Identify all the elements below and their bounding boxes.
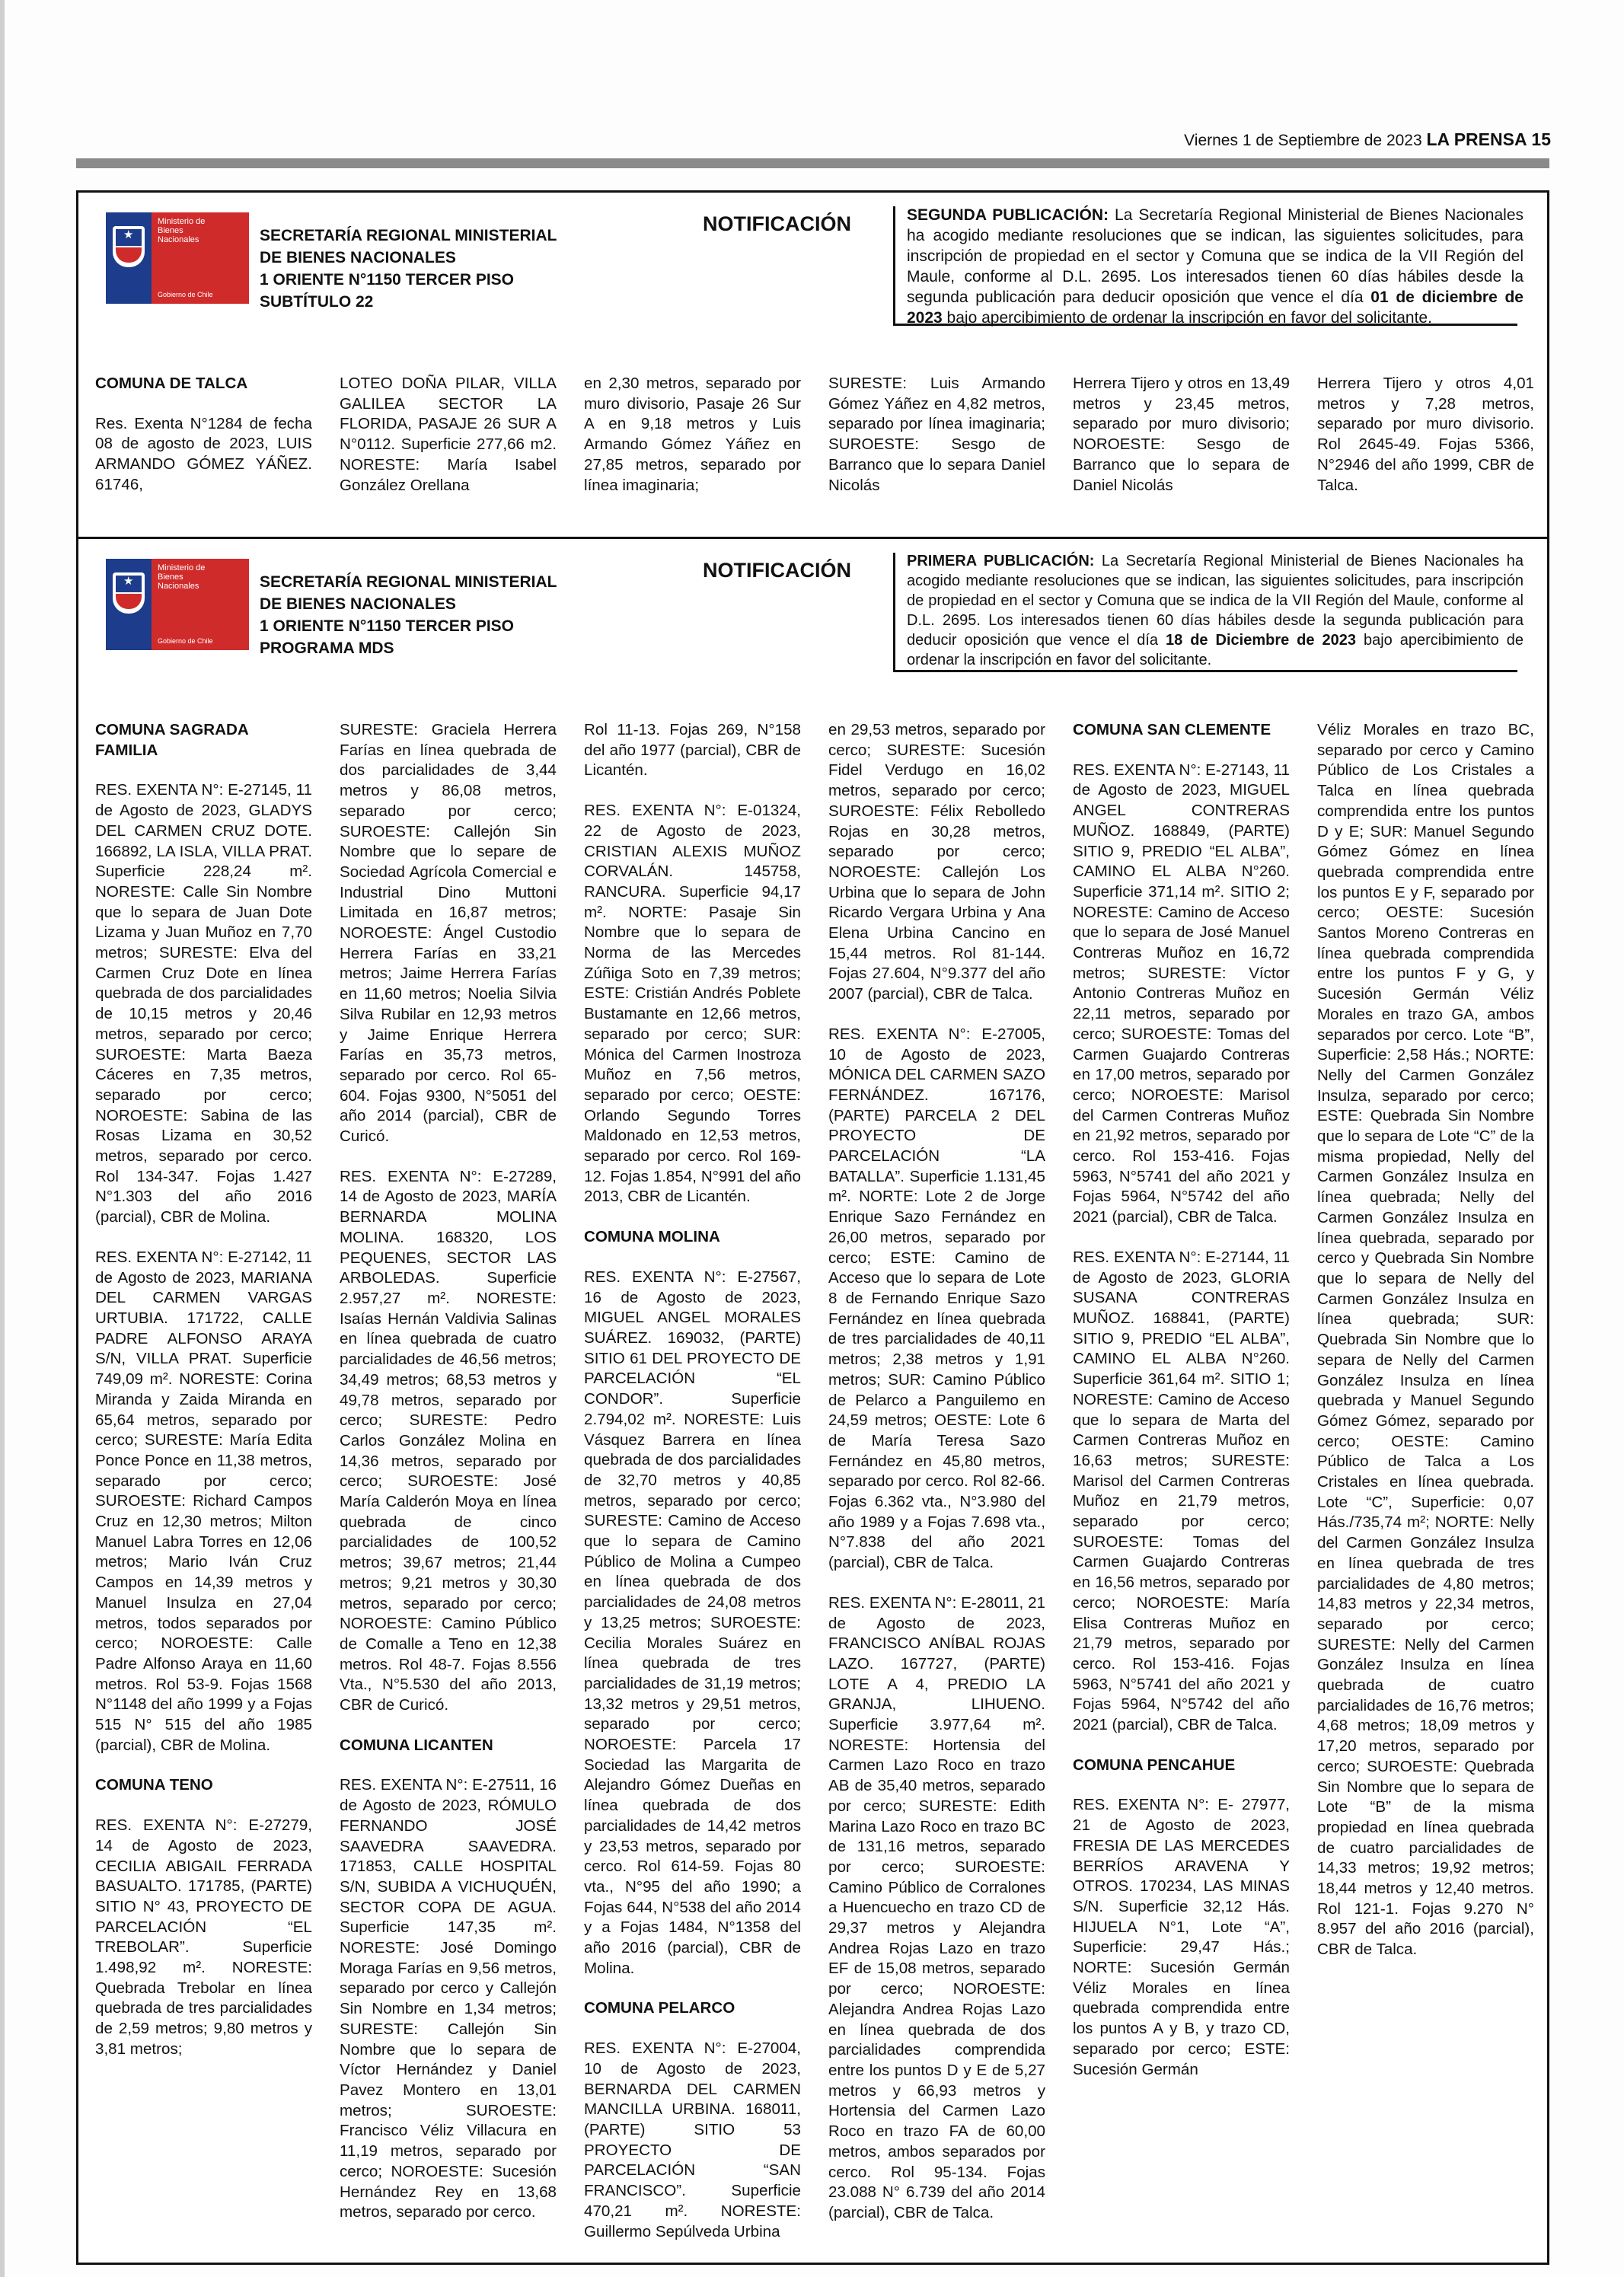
resolution-paragraph: RES. EXENTA N°: E-27567, 16 de Agosto de 2023, MIGUEL ANGEL MORALES SUÁREZ. 169032, (PARTE) SITIO 61 DEL PROYECTO DE PARCELACIÓN “EL CONDOR”. Superficie 2.794,02 m². NORESTE: Luis Vásquez Barrera en línea quebrada de dos parcialidades de 32,70 metros y 40,85 metros, separado por cerco; SURESTE: Camino de Acceso que lo separa de Camino Público de Molina a Cumpeo en línea quebrada de dos parcialidades de 24,08 metros y 13,25 metros; SUROESTE: Cecilia Morales Suárez en línea quebrada de tres parcialidades de 31,19 metros; 13,32 metros y 29,51 metros, separado por cerco; NOROESTE: Parcela 17 Sociedad las Margarita de Alejandro Gómez Dueñas en línea quebrada de dos parcialidades de 14,42 metros y 23,53 metros, separado por cerco. Rol 614-59. Fojas 80 vta., N°95 del año 1990; a Fojas 644, N°538 del año 2014 y a Fojas 1484, N°1358 del año 2016 (parcial), CBR de Molina.: [584, 1268, 801, 1977]
resolution-paragraph: RES. EXENTA N°: E-01324, 22 de Agosto de 2023, CRISTIAN ALEXIS MUÑOZ CORVALÁN. 145758, RANCURA. Superficie 94,17 m². NORTE: Pasaje Sin Nombre que lo separa de Norma de las Mercedes Zúñiga Soto en 7,39 metros; ESTE: Cristián Andrés Poblete Bustamante en 12,66 metros, separado por cerco; SUR: Mónica del Carmen Inostroza Muñoz en 7,56 metros, separado por cerco; OESTE: Orlando Segundo Torres Maldonado en 12,53 metros, separado por cerco. Rol 169-12. Fojas 1.854, N°991 del año 2013, CBR de Licantén.: [584, 802, 801, 1206]
text-column: [1073, 720, 1290, 2250]
notice-1: [76, 190, 1549, 560]
notice-2: [76, 537, 1549, 2265]
header-rule: [76, 158, 1549, 168]
text-column: [1317, 374, 1534, 503]
text-column: [95, 720, 312, 2250]
publication-text: PRIMERA PUBLICACIÓN: La Secretaría Regional Ministerial de Bienes Nacionales ha acogido mediante resoluciones que se indican, las siguientes solicitudes, para inscripción de propiedad en el sector y Comuna que se indica de la VII Región del Maule, conforme al D.L. 2695. Los interesados tienen 60 días hábiles desde la segunda publicación para deducir oposición que vence el día 18 de Diciembre de 2023 bajo apercibimiento de ordenar la inscripción en favor del solicitante.: [907, 553, 1524, 668]
commune-heading: COMUNA PELARCO: [584, 1999, 735, 2017]
notice-columns: [95, 720, 1534, 2250]
header-paper: LA PRENSA: [1426, 129, 1527, 149]
commune-heading: COMUNA SAGRADA FAMILIA: [95, 721, 248, 759]
resolution-paragraph: SURESTE: Luis Armando Gómez Yáñez en 4,82 metros, separado por línea imaginaria; SUROESTE: Sesgo de Barranco que lo separa Daniel Nicolás: [828, 375, 1045, 494]
ministry-logo: ★ Ministerio de Bienes Nacionales Gobierno de Chile: [106, 559, 249, 650]
resolution-paragraph: en 2,30 metros, separado por muro divisorio, Pasaje 26 Sur A en 9,18 metros y Luis Armando Gómez Yáñez en 27,85 metros, separado por línea imaginaria;: [584, 375, 801, 494]
text-column: [1317, 720, 1534, 2250]
org-address: SECRETARÍA REGIONAL MINISTERIAL DE BIENES NACIONALES 1 ORIENTE N°1150 TERCER PISO SUBTÍTULO 22: [260, 227, 557, 311]
text-column: [340, 374, 557, 503]
resolution-paragraph: RES. EXENTA N°: E-27145, 11 de Agosto de 2023, GLADYS DEL CARMEN CRUZ DOTE. 166892, LA ISLA, VILLA PRAT. Superficie 228,24 m². NORESTE: Calle Sin Nombre que lo separa de Juan Dote Lizama y Juan Muñoz en 7,70 metros; SURESTE: Elva del Carmen Cruz Dote en línea quebrada de dos parcialidades de 10,15 metros y 20,46 metros, separado por cerco; SUROESTE: Marta Baeza Cáceres en 7,35 metros, separado por cerco; NOROESTE: Sabina de las Rosas Lizama en 30,52 metros, separado por cerco. Rol 134-347. Fojas 1.427 N°1.303 del año 2016 (parcial), CBR de Molina.: [95, 781, 312, 1226]
resolution-paragraph: en 29,53 metros, separado por cerco; SURESTE: Sucesión Fidel Verdugo en 16,02 metros, separado por cerco; SUROESTE: Félix Rebolledo Rojas en 30,28 metros, separado por cerco; NOROESTE: Callejón Los Urbina que lo separa de John Ricardo Vergara Urbina y Ana Elena Urbina Cancino en 15,44 metros. Rol 81-144. Fojas 27.604, N°9.377 del año 2007 (parcial), CBR de Talca.: [828, 721, 1045, 1003]
resolution-paragraph: RES. EXENTA N°: E-27289, 14 de Agosto de 2023, MARÍA BERNARDA MOLINA MOLINA. 168320, LOS PEQUENES, SECTOR LAS ARBOLEDAS. Superficie 2.957,27 m². NORESTE: Isaías Hernán Valdivia Salinas en línea quebrada de cuatro parcialidades de 46,56 metros; 34,49 metros; 68,53 metros y 49,78 metros, separado por cerco; SURESTE: Pedro Carlos González Molina en 14,36 metros, separado por cerco; SUROESTE: José María Calderón Moya en línea quebrada de cinco parcialidades de 100,52 metros; 39,67 metros; 21,44 metros; 9,21 metros y 30,30 metros, separado por cerco; NOROESTE: Camino Público de Comalle a Teno en 12,38 metros. Rol 48-7. Fojas 8.556 Vta., N°5.530 del año 2013, CBR de Curicó.: [340, 1167, 557, 1714]
commune-heading: COMUNA TENO: [95, 1776, 213, 1794]
resolution-paragraph: RES. EXENTA N°: E-28011, 21 de Agosto de 2023, FRANCISCO ANÍBAL ROJAS LAZO. 167727, (PARTE) LOTE A 4, PREDIO LA GRANJA, LIHUENO. Superficie 3.977,64 m². NORESTE: Hortensia del Carmen Lazo Roco en trazo AB de 35,40 metros, separado por cerco; SURESTE: Edith Marina Lazo Roco en trazo BC de 131,16 metros, separado por cerco; SUROESTE: Camino Público de Corralones a Huencuecho en trazo CD de 29,37 metros y Alejandra Andrea Rojas Lazo en trazo EF de 15,08 metros, separado por cerco; NOROESTE: Alejandra Andrea Rojas Lazo en línea quebrada de dos parcialidades comprendida entre los puntos D y E de 5,27 metros y 66,93 metros y Hortensia del Carmen Lazo Roco en trazo FA de 60,00 metros, ambos separados por cerco. Rol 95-134. Fojas 23.088 N° 6.739 del año 2014 (parcial), CBR de Talca.: [828, 1593, 1045, 2221]
text-column: [584, 720, 801, 2250]
notice-title: NOTIFICACIÓN: [703, 559, 851, 582]
commune-heading: COMUNA SAN CLEMENTE: [1073, 721, 1271, 738]
page-header: [1184, 129, 1551, 150]
resolution-paragraph: RES. EXENTA N°: E-27004, 10 de Agosto de 2023, BERNARDA DEL CARMEN MANCILLA URBINA. 168011, (PARTE) SITIO 53 PROYECTO DE PARCELACIÓN “SAN FRANCISCO”. Superficie 470,21 m². NORESTE: Guillermo Sepúlveda Urbina: [584, 2039, 801, 2240]
resolution-paragraph: Herrera Tijero y otros 4,01 metros y 7,28 metros, separado por muro divisorio. Rol 2645-49. Fojas 5366, N°2946 del año 1999, CBR de Talca.: [1317, 375, 1534, 494]
header-page-number: 15: [1531, 129, 1551, 149]
commune-heading: COMUNA PENCAHUE: [1073, 1756, 1236, 1774]
text-column: [340, 720, 557, 2250]
resolution-paragraph: LOTEO DOÑA PILAR, VILLA GALILEA SECTOR LA FLORIDA, PASAJE 26 SUR A N°0112. Superficie 277,66 m2. NORESTE: María Isabel González Orellana: [340, 375, 557, 494]
text-column: [828, 720, 1045, 2250]
text-column: [828, 374, 1045, 503]
resolution-paragraph: RES. EXENTA N°: E-27511, 16 de Agosto de 2023, RÓMULO FERNANDO JOSÉ SAAVEDRA SAAVEDRA. 171853, CALLE HOSPITAL S/N, SUBIDA A VICHUQUÉN, SECTOR COPA DE AGUA. Superficie 147,35 m². NORESTE: José Domingo Moraga Farías en 9,56 metros, separado por cerco y Callejón Sin Nombre en 1,34 metros; SURESTE: Callejón Sin Nombre que lo separa de Víctor Hernández y Daniel Pavez Montero en 13,01 metros; SUROESTE: Francisco Véliz Villacura en 11,19 metros, separado por cerco; NOROESTE: Sucesión Hernández Rey en 13,68 metros, separado por cerco.: [340, 1776, 557, 2221]
header-date: Viernes 1 de Septiembre de 2023: [1184, 132, 1422, 149]
resolution-paragraph: RES. EXENTA N°: E-27144, 11 de Agosto de 2023, GLORIA SUSANA CONTRERAS MUÑOZ. 168841, (PARTE) SITIO 9, PREDIO “EL ALBA”, CAMINO EL ALBA N°260. Superficie 361,64 m². SITIO 1; NORESTE: Camino de Acceso que lo separa de Marta del Carmen Contreras Muñoz en 16,63 metros; SURESTE: Marisol del Carmen Contreras Muñoz en 21,79 metros, separado por cerco; SUROESTE: Tomas del Carmen Guajardo Contreras en 16,56 metros, separado por cerco; NOROESTE: María Elisa Contreras Muñoz en 21,79 metros, separado por cerco. Rol 153-416. Fojas 5963, N°5741 del año 2021 y Fojas 5964, N°5742 del año 2021 (parcial), CBR de Talca.: [1073, 1248, 1290, 1734]
notice-title: NOTIFICACIÓN: [703, 212, 851, 235]
divider: [893, 553, 895, 671]
divider: [893, 670, 1517, 672]
text-column: [95, 374, 312, 503]
chile-shield-icon: [113, 226, 145, 267]
resolution-paragraph: RES. EXENTA N°: E-27143, 11 de Agosto de 2023, MIGUEL ANGEL CONTRERAS MUÑOZ. 168849, (PARTE) SITIO 9, PREDIO “EL ALBA”, CAMINO EL ALBA N°260. Superficie 371,14 m². SITIO 2; NORESTE: Camino de Acceso que lo separa de José Manuel Contreras Muñoz en 16,72 metros; SURESTE: Víctor Antonio Contreras Muñoz en 22,11 metros, separado por cerco; SUROESTE: Tomas del Carmen Guajardo Contreras en 17,00 metros, separado por cerco; NOROESTE: Marisol del Carmen Contreras Muñoz en 21,92 metros, separado por cerco. Rol 153-416. Fojas 5963, N°5741 del año 2021 y Fojas 5964, N°5742 del año 2021 (parcial), CBR de Talca.: [1073, 761, 1290, 1226]
divider: [893, 206, 895, 325]
commune-heading: COMUNA MOLINA: [584, 1228, 720, 1246]
commune-heading: COMUNA DE TALCA: [95, 375, 248, 392]
resolution-paragraph: Rol 11-13. Fojas 269, N°158 del año 1977 (parcial), CBR de Licantén.: [584, 721, 801, 780]
chile-shield-icon: [113, 572, 145, 614]
resolution-paragraph: SURESTE: Graciela Herrera Farías en línea quebrada de dos parcialidades de 3,44 metros y 86,08 metros, separado por cerco; SUROESTE: Callejón Sin Nombre que lo separe de Sociedad Agrícola Comercial e Industrial Dino Muttoni Limitada en 16,87 metros; NOROESTE: Ángel Custodio Herrera Farías en 33,21 metros; Jaime Herrera Farías en 11,60 metros; Noelia Silvia Silva Rubilar en 12,93 metros y Jaime Enrique Herrera Farías en 35,73 metros, separado por cerco. Rol 65-604. Fojas 9300, N°5051 del año 2014 (parcial), CBR de Curicó.: [340, 721, 557, 1146]
resolution-paragraph: Herrera Tijero y otros en 13,49 metros y 23,45 metros, separado por muro divisorio; NOROESTE: Sesgo de Barranco que lo separa de Daniel Nicolás: [1073, 375, 1290, 494]
resolution-paragraph: RES. EXENTA N°: E- 27977, 21 de Agosto de 2023, FRESIA DE LAS MERCEDES BERRÍOS ARAVENA Y OTROS. 170234, LAS MINAS S/N. Superficie 32,12 Hás. HIJUELA N°1, Lote “A”, Superficie: 29,47 Hás.; NORTE: Sucesión Germán Véliz Morales en línea quebrada comprendida entre los puntos A y B, y trazo CD, separado por cerco; ESTE: Sucesión Germán: [1073, 1796, 1290, 2078]
page-edge: [0, 0, 5, 2277]
notice-columns: [95, 374, 1534, 503]
org-address: SECRETARÍA REGIONAL MINISTERIAL DE BIENES NACIONALES 1 ORIENTE N°1150 TERCER PISO PROGRAMA MDS: [260, 573, 557, 657]
text-column: [584, 374, 801, 503]
resolution-paragraph: Res. Exenta N°1284 de fecha 08 de agosto de 2023, LUIS ARMANDO GÓMEZ YÁÑEZ. 61746,: [95, 414, 312, 493]
resolution-paragraph: RES. EXENTA N°: E-27142, 11 de Agosto de 2023, MARIANA DEL CARMEN VARGAS URTUBIA. 171722, CALLE PADRE ALFONSO ARAYA S/N, VILLA PRAT. Superficie 749,09 m². NORESTE: Corina Miranda y Zaida Miranda en 65,64 metros, separado por cerco; SURESTE: María Edita Ponce Ponce en 11,38 metros, separado por cerco; SUROESTE: Richard Campos Cruz en 12,30 metros; Milton Manuel Labra Torres en 12,06 metros; Mario Iván Cruz Campos en 14,39 metros y Manuel Insulza en 27,04 metros, todos separados por cerco; NOROESTE: Calle Padre Alfonso Araya en 11,60 metros. Rol 53-9. Fojas 1568 N°1148 del año 1999 y a Fojas 515 N° 515 del año 1985 (parcial), CBR de Molina.: [95, 1248, 312, 1754]
publication-text: SEGUNDA PUBLICACIÓN: La Secretaría Regional Ministerial de Bienes Nacionales ha acogido mediante resoluciones que se indican, las siguientes solicitudes, para inscripción de propiedad en el sector y Comuna que se indica de la VII Región del Maule, conforme al D.L. 2695. Los interesados tienen 60 días hábiles desde la segunda publicación para deducir oposición que vence el día 01 de diciembre de 2023 bajo apercibimiento de ordenar la inscripción en favor del solicitante.: [907, 206, 1524, 327]
resolution-paragraph: RES. EXENTA N°: E-27005, 10 de Agosto de 2023, MÓNICA DEL CARMEN SAZO FERNÁNDEZ. 167176, (PARTE) PARCELA 2 DEL PROYECTO DE PARCELACIÓN “LA BATALLA”. Superficie 1.131,45 m². NORTE: Lote 2 de Jorge Enrique Sazo Fernández en 26,00 metros, separado por cerco; ESTE: Camino de Acceso que lo separa de Lote 8 de Fernando Enrique Sazo Fernández en línea quebrada de tres parcialidades de 40,11 metros; 2,38 metros y 1,91 metros; SUR: Camino Público de Pelarco a Panguilemo en 24,59 metros; OESTE: Lote 6 de María Teresa Sazo Fernández en 45,80 metros, separado por cerco. Rol 82-66. Fojas 6.362 vta., N°3.980 del año 1989 y a Fojas 7.698 vta., N°7.838 del año 2021 (parcial), CBR de Talca.: [828, 1025, 1045, 1572]
resolution-paragraph: Véliz Morales en trazo BC, separado por cerco y Camino Público de Los Cristales a Talca en línea quebrada comprendida entre los puntos D y E; SUR: Manuel Segundo Gómez Gómez en línea quebrada comprendida entre los puntos E y F, separado por cerco; OESTE: Sucesión Santos Moreno Contreras en línea quebrada comprendida entre los puntos F y G, y Sucesión Germán Véliz Morales en trazo GA, ambos separados por cerco. Lote “B”, Superficie: 2,58 Hás.; NORTE: Nelly del Carmen González Insulza, separado por cerco; ESTE: Quebrada Sin Nombre que lo separa de Lote “C” de la misma propiedad, Nelly del Carmen González Insulza en línea quebrada; Nelly del Carmen González Insulza en línea quebrada, separado por cerco y Quebrada Sin Nombre que lo separa de Nelly del Carmen González Insulza en línea quebrada; SUR: Quebrada Sin Nombre que lo separa de Nelly del Carmen González Insulza en línea quebrada y Manuel Segundo Gómez Gómez, separado por cerco; OESTE: Camino Público de Talca a Los Cristales en línea quebrada. Lote “C”, Superficie: 0,07 Hás./735,74 m²; NORTE: Nelly del Carmen González Insulza en línea quebrada de tres parcialidades de 4,80 metros; 14,83 metros y 22,34 metros, separado por cerco; SURESTE: Nelly del Carmen González Insulza en línea quebrada de cuatro parcialidades de 16,76 metros; 4,68 metros; 18,09 metros y 17,20 metros, separado por cerco; SUROESTE: Quebrada Sin Nombre que lo separa de Lote “B” de la misma propiedad en línea quebrada de cuatro parcialidades de 14,33 metros; 19,92 metros; 18,44 metros y 12,40 metros. Rol 121-1. Fojas 9.270 N° 8.957 del año 2016 (parcial), CBR de Talca.: [1317, 721, 1534, 1959]
resolution-paragraph: RES. EXENTA N°: E-27279, 14 de Agosto de 2023, CECILIA ABIGAIL FERRADA BASUALTO. 171785, (PARTE) SITIO N° 43, PROYECTO DE PARCELACIÓN “EL TREBOLAR”. Superficie 1.498,92 m². NORESTE: Quebrada Trebolar en línea quebrada de tres parcialidades de 2,59 metros; 9,80 metros y 3,81 metros;: [95, 1816, 312, 2058]
text-column: [1073, 374, 1290, 503]
ministry-logo: ★ Ministerio de Bienes Nacionales Gobierno de Chile: [106, 212, 249, 304]
commune-heading: COMUNA LICANTEN: [340, 1736, 493, 1754]
